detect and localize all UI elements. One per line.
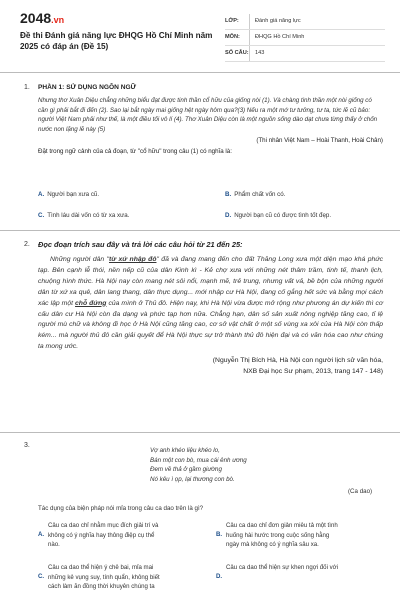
question-2 — [38, 240, 383, 377]
question-prompt: Tác dụng của biện pháp nói mỉa trong câu ca dao trên là gì? — [38, 505, 204, 512]
option-line: huống hài hước trong cuộc sống hằng — [226, 531, 330, 539]
meta-label: MÔN: — [225, 34, 240, 40]
passage-source: (Thi nhân Việt Nam – Hoài Thanh, Hoài Chân) — [256, 137, 383, 145]
option-letter: C. — [38, 573, 45, 580]
option-letter: D. — [216, 573, 223, 580]
poem-line: Đem về thả ở gầm giường — [150, 466, 222, 474]
logo-main: 2048 — [20, 10, 52, 26]
meta-table — [225, 14, 385, 62]
question-prompt: Đặt trong ngữ cảnh của cả đoạn, từ "cổ hữu" trong câu (1) có nghĩa là: — [38, 148, 232, 156]
meta-label: SỐ CÂU: — [225, 50, 249, 56]
option-letter: A. — [38, 531, 45, 538]
meta-divider — [249, 30, 250, 45]
logo-suffix: .vn — [51, 15, 65, 25]
question-number: 3. — [24, 442, 30, 449]
option-line: ngày mà không có ý nghĩa sâu xa. — [226, 541, 319, 549]
meta-value: Đánh giá năng lực — [255, 18, 301, 24]
question-heading: Đọc đoạn trích sau đây và trả lời các câu hỏi từ 21 đến 25: — [38, 240, 243, 249]
option-line: Câu ca dao thể hiện sự khen ngợi đối với — [226, 564, 339, 571]
meta-row — [225, 30, 385, 46]
meta-divider — [249, 46, 250, 61]
option-letter: B. — [216, 531, 223, 538]
passage-source — [38, 355, 383, 377]
option-text: Người bạn xưa cũ. — [47, 191, 100, 198]
option-letter: A. — [38, 191, 45, 198]
poem — [150, 446, 310, 484]
passage-text: " đã và đang mang đến cho đất Thăng Long xưa một diện mạo khá phức tạp. Bên cạnh lễ thói, nền nếp cũ của dân Kinh kì - Kẻ chợ xưa với những nét thâm trầm, tinh tế, thanh lịch, chuộng hình thức. Hà Nội nay còn mang nét sôi nổi, mạnh mẽ, trẻ trung, nhưng vất vả, bề bộn của những người dân từ xứ xa quê, dân lang thang, dân thực dụng... mới nhập cư Hà Nội, đang cố gắng hết sức và bằng mọi cách xác lập một — [38, 256, 383, 307]
option-letter: B. — [225, 191, 232, 198]
highlighted-term: từ xứ nhập đô — [109, 256, 157, 263]
option-text — [48, 563, 160, 592]
site-logo[interactable] — [20, 10, 64, 26]
part-title: PHẦN 1: SỬ DỤNG NGÔN NGỮ — [38, 84, 137, 91]
option-text — [226, 563, 338, 573]
meta-divider — [249, 14, 250, 29]
source-line: (Nguyễn Thị Bích Hà, Hà Nội con người lịch sử văn hóa, — [212, 357, 383, 365]
passage — [38, 255, 383, 353]
source-line: NXB Đại học Sư phạm, 2013, trang 147 - 148) — [243, 368, 383, 376]
question-number: 1. — [24, 84, 30, 91]
poem-line: Bán một con bò, mua cái ênh ương — [150, 456, 247, 464]
option-a[interactable] — [38, 521, 218, 553]
option-line: những kẻ vụng suy, tính quẩn, không biết — [48, 573, 160, 581]
document-title: Đề thi Đánh giá năng lực ĐHQG Hồ Chí Minh năm 2025 có đáp án (Đề 15) — [20, 31, 213, 51]
option-text: Phẩm chất vốn có. — [234, 191, 286, 198]
meta-value: 143 — [255, 50, 265, 56]
option-line: Câu ca dao chỉ đơn giản miêu tả một tình — [226, 522, 338, 529]
meta-row — [225, 46, 385, 62]
option-c[interactable] — [38, 563, 218, 595]
poem-tag: (Ca dao) — [348, 488, 373, 495]
poem-line: Nó kêu ì ọp, lại thương con bò. — [150, 475, 235, 483]
option-line: không có ý nghĩa hay thông điệp cụ thể — [48, 531, 155, 539]
highlighted-term: chỗ đứng — [75, 299, 107, 307]
option-d[interactable] — [225, 212, 331, 219]
passage-text: Những người dân " — [50, 256, 109, 263]
option-b[interactable] — [225, 191, 285, 198]
option-text: Tình láu dài vốn có từ xa xưa. — [47, 212, 130, 219]
option-line: cách làm ăn đồng thời khuyên chúng ta — [48, 583, 155, 591]
option-line: nào. — [48, 541, 60, 549]
option-d[interactable] — [216, 563, 396, 595]
poem-line: Vợ anh khéo liệu khéo lo, — [150, 447, 220, 454]
divider — [0, 432, 400, 433]
option-letter: D. — [225, 212, 232, 219]
option-text — [48, 521, 158, 550]
option-b[interactable] — [216, 521, 396, 553]
option-line: Câu ca dao chỉ nhằm mục đích giải trí và — [48, 522, 159, 529]
option-letter: C. — [38, 212, 45, 219]
header — [0, 0, 400, 70]
option-a[interactable] — [38, 191, 99, 198]
question-number: 2. — [24, 241, 30, 248]
meta-row — [225, 14, 385, 30]
option-c[interactable] — [38, 212, 129, 219]
divider — [0, 230, 400, 231]
divider — [0, 72, 400, 73]
meta-value: ĐHQG Hồ Chí Minh — [255, 34, 305, 40]
option-text — [226, 521, 338, 550]
passage-text: của mình ở Thủ đô. Hiện nay, khi Hà Nội vừa được mở rộng như phương án dự kiến thì cơ cấu dân cư Hà Nội còn đa dạng và phức tạp hơn nữa. Chẳng hạn, dân số sản xuất nông nghiệp tăng cao, tỉ lệ người mù chữ và không đi học ở Hà Nội cũng tăng cao, cơ sở vật chất ở một số vùng xa xôi của Hà Nội còn thấp kém... mà người thủ đô cần giải quyết để Hà Nội thực sự trở thành thủ đô hiện đại và có văn hóa cao như chúng ta mong ước. — [38, 299, 383, 351]
passage: Nhưng thơ Xuân Diệu chẳng những biểu đạt được tinh thần cổ hữu của giống nòi (1). Và chàng tinh thần một nòi giống có cần gì phải bắt đi đến (2). Sao lại bắt ngày mai giống hệt ngày hôm qua?(3) Nếu ra một mớ tư tưởng, tư ta, tức lẽ cũ bảo: người Việt Nam phải như thế, là một điều tối vô lí (4). Thơ Xuân Diệu còn là một nguồn sống dào dạt chưa từng thấy ở chốn nước non lặng lẽ này (5) — [38, 97, 378, 133]
option-text: Người bạn cũ có được tình tốt đẹp. — [234, 212, 332, 219]
option-line: Câu ca dao thể hiện ý chê bai, mỉa mai — [48, 564, 154, 571]
meta-label: LỚP: — [225, 18, 239, 24]
question-1 — [38, 83, 383, 157]
